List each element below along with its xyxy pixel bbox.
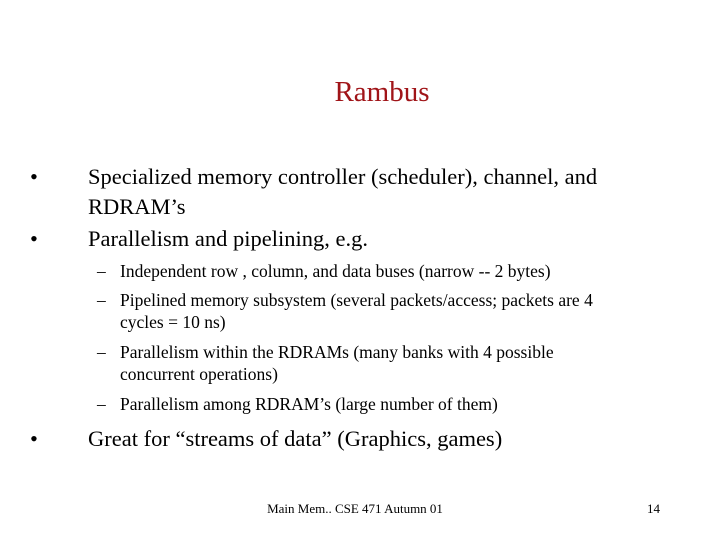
subbullet-text: Pipelined memory subsystem (several packets/access; packets are 4 [120,290,593,310]
dash-marker: – [97,290,106,310]
dash-marker: – [97,394,106,414]
bullet-text: RDRAM’s [88,194,186,219]
bullet-marker: • [30,164,38,189]
bullet-text: Great for “streams of data” (Graphics, games) [88,426,503,451]
subbullet-text: cycles = 10 ns) [120,312,226,332]
slide-title: Rambus [334,76,430,108]
subbullet-text: concurrent operations) [120,364,278,384]
bullet-marker: • [30,226,38,251]
subbullet-text: Parallelism within the RDRAMs (many banks with 4 possible [120,342,554,362]
bullet-marker: • [30,426,38,451]
dash-marker: – [97,261,106,281]
page-number: 14 [647,501,660,516]
dash-marker: – [97,342,106,362]
subbullet-text: Parallelism among RDRAM’s (large number of them) [120,394,498,414]
bullet-text: Parallelism and pipelining, e.g. [88,226,368,251]
subbullet-text: Independent row , column, and data buses (narrow -- 2 bytes) [120,261,551,281]
bullet-text: Specialized memory controller (scheduler), channel, and [88,164,598,189]
footer-text: Main Mem.. CSE 471 Autumn 01 [267,501,443,516]
